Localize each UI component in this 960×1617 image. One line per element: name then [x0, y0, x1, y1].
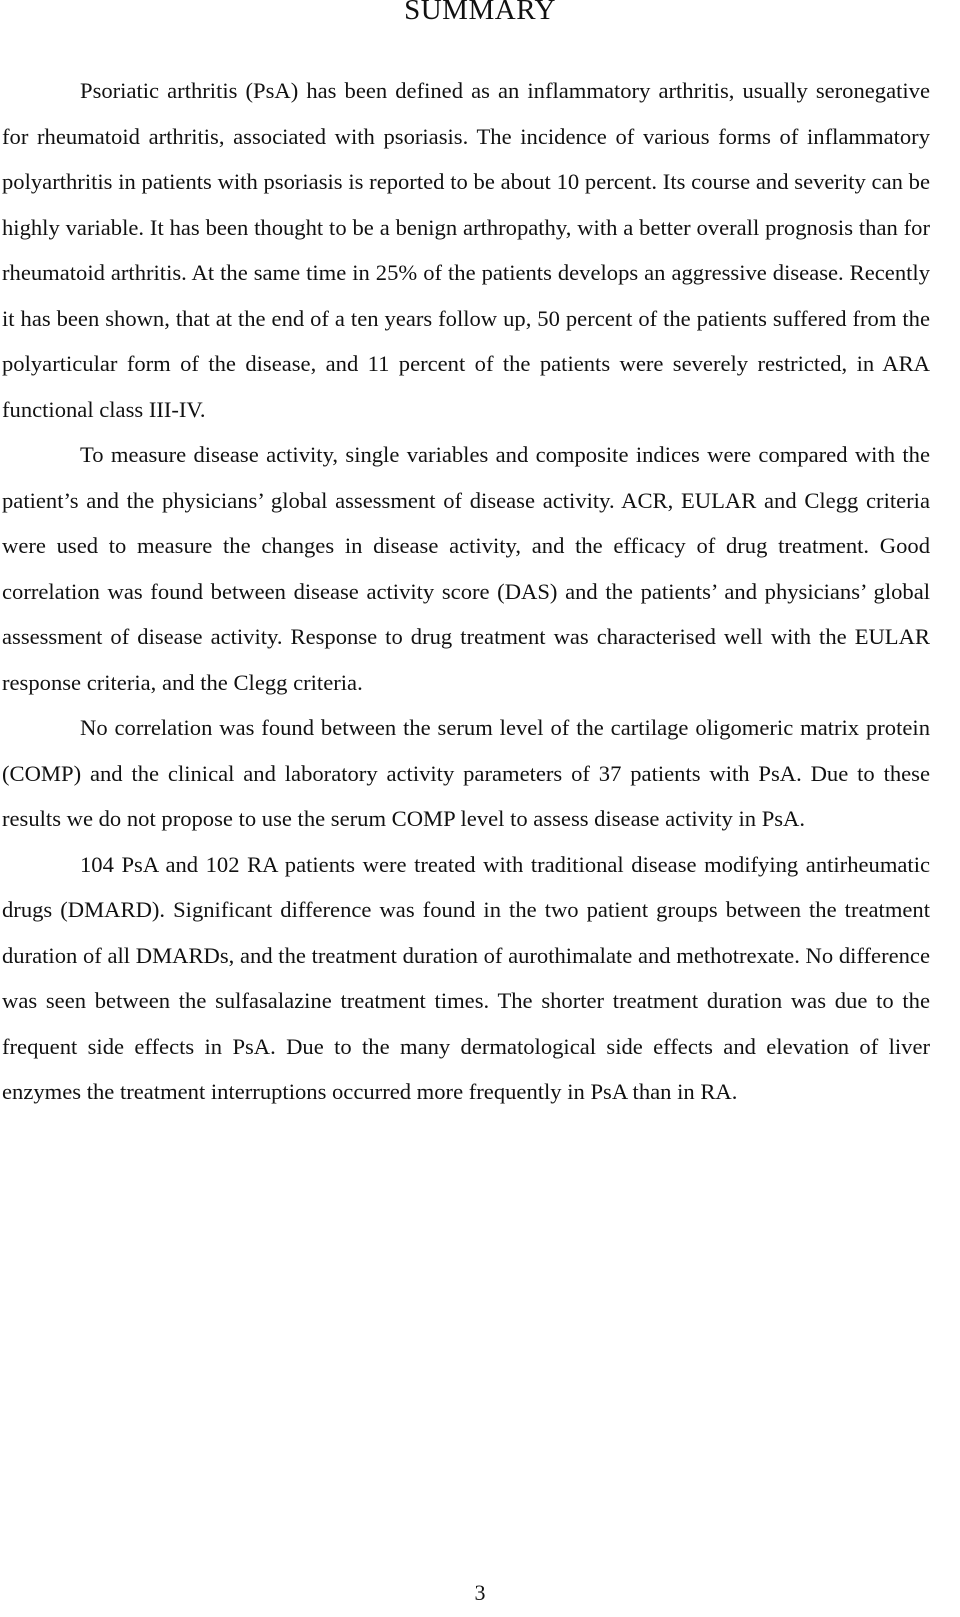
paragraph-comp-correlation: No correlation was found between the serum level of the cartilage oligomeric matrix protein (COMP) and the clinical and laboratory activity parameters of 37 patients with PsA. Due to these results we do not propose to use the serum COMP level to assess disease activity in PsA.	[2, 715, 930, 831]
paragraph-dmard-treatment: 104 PsA and 102 RA patients were treated with traditional disease modifying antirheumatic drugs (DMARD). Significant difference was found in the two patient groups between the treatment duration of all DMARDs, and the treatment duration of aurothimalate and methotrexate. No difference was seen between the sulfasalazine treatment times. The shorter treatment duration was due to the frequent side effects in PsA. Due to the many dermatological side effects and elevation of liver enzymes the treatment interruptions occurred more frequently in PsA than in RA.	[2, 851, 930, 1104]
paragraph-disease-activity: To measure disease activity, single variables and composite indices were compared with the patient’s and the physicians’ global assessment of disease activity. ACR, EULAR and Clegg criteria were used to measure the changes in disease activity, and the efficacy of drug treatment. Good correlation was found between disease activity score (DAS) and the patients’ and physicians’ global assessment of disease activity. Response to drug treatment was characterised well with the EULAR response criteria, and the Clegg criteria.	[2, 442, 930, 695]
paragraph-psa-definition: Psoriatic arthritis (PsA) has been defined as an inflammatory arthritis, usually seronegative for rheumatoid arthritis, associated with psoriasis. The incidence of various forms of inflammatory polyarthritis in patients with psoriasis is reported to be about 10 percent. Its course and severity can be highly variable. It has been thought to be a benign arthropathy, with a better overall prognosis than for rheumatoid arthritis. At the same time in 25% of the patients develops an aggressive disease. Recently it has been shown, that at the end of a ten years follow up, 50 percent of the patients suffered from the polyarticular form of the disease, and 11 percent of the patients were severely restricted, in ARA functional class III-IV.	[2, 78, 930, 422]
page-title: SUMMARY	[404, 0, 556, 26]
summary-body	[2, 68, 930, 1115]
page-number: 3	[474, 1580, 486, 1605]
